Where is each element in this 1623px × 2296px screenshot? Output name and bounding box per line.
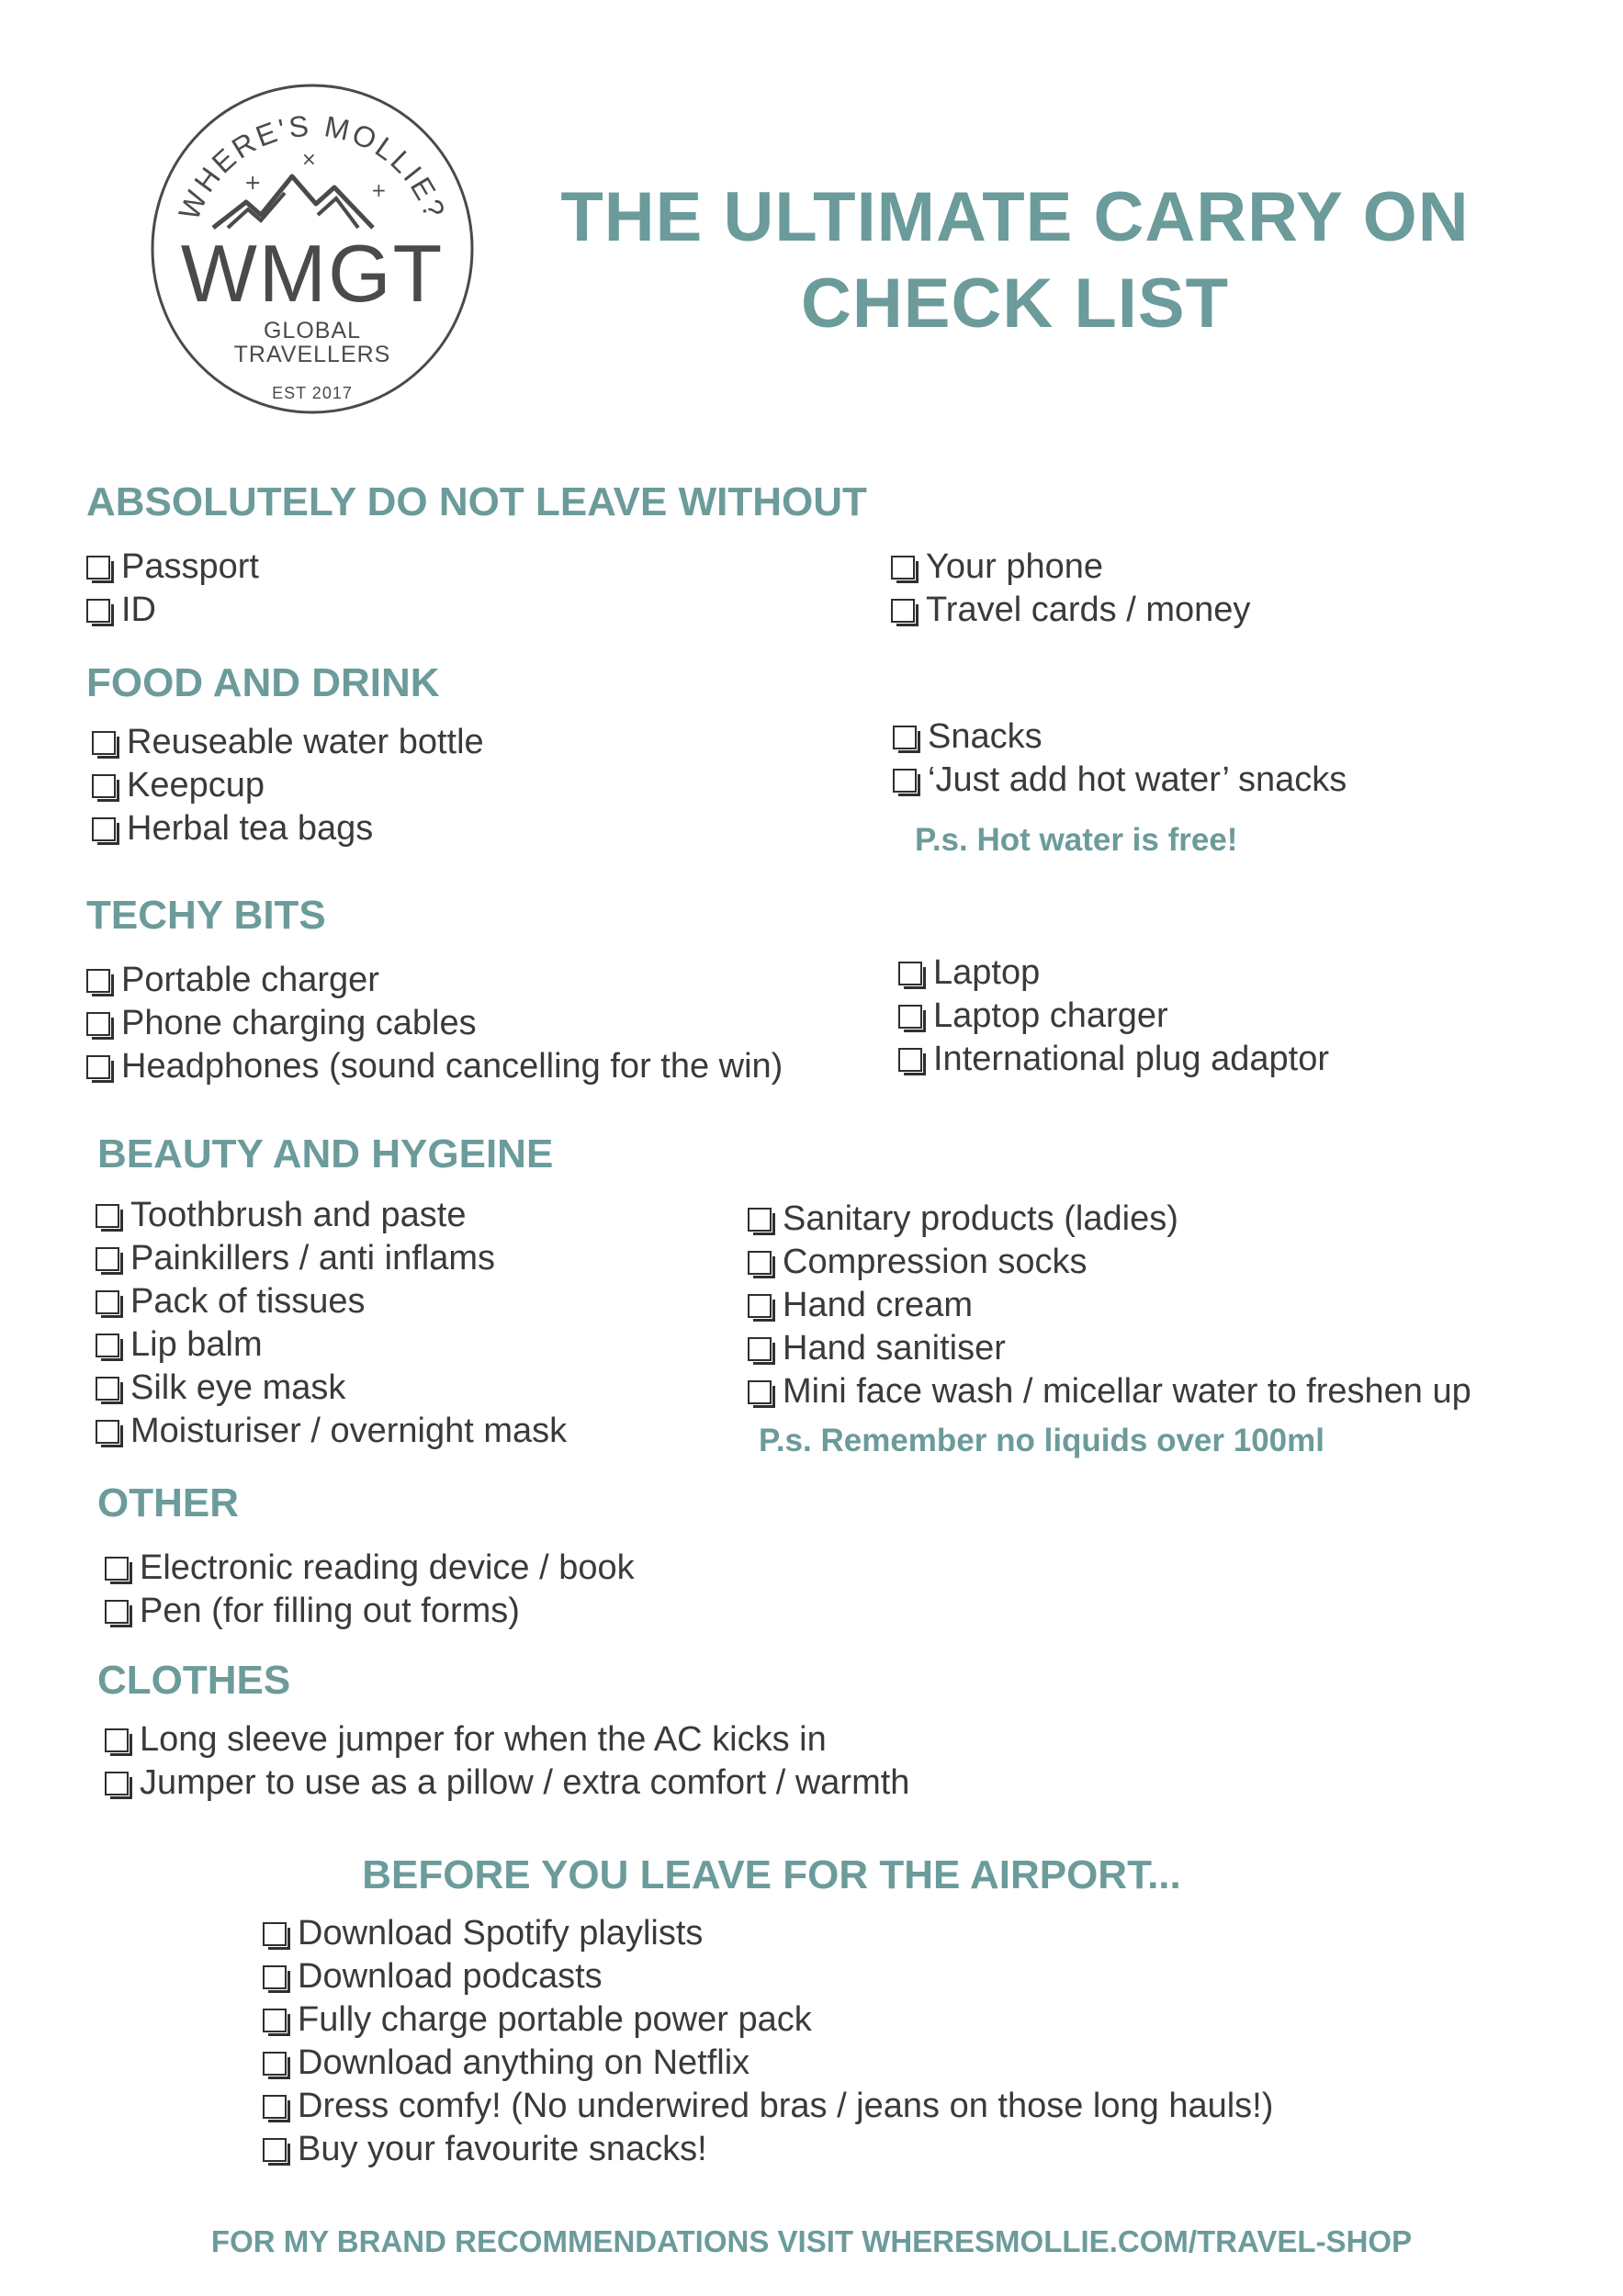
checkbox-icon[interactable]	[92, 774, 116, 798]
checklist-item[interactable]: Headphones (sound cancelling for the win)	[86, 1045, 783, 1088]
title-line-2: CHECK LIST	[801, 264, 1229, 343]
checklist-item[interactable]: Phone charging cables	[86, 1002, 783, 1045]
section-heading-beauty: BEAUTY AND HYGEINE	[97, 1131, 554, 1176]
checklist-techy-right	[898, 951, 1329, 1081]
checkbox-icon[interactable]	[96, 1420, 119, 1444]
note-liquids: P.s. Remember no liquids over 100ml	[759, 1423, 1324, 1458]
checkbox-icon[interactable]	[86, 1012, 110, 1036]
checklist-item[interactable]: Painkillers / anti inflams	[96, 1237, 567, 1280]
checkbox-icon[interactable]	[263, 2052, 287, 2076]
checklist-item[interactable]: Dress comfy! (No underwired bras / jeans on those long hauls!)	[263, 2085, 1273, 2128]
checklist-item[interactable]: Long sleeve jumper for when the AC kicks in	[105, 1718, 909, 1761]
logo-badge-icon	[147, 81, 478, 417]
checklist-item[interactable]: Snacks	[893, 715, 1347, 759]
checkbox-icon[interactable]	[748, 1380, 772, 1404]
checklist-item[interactable]: Laptop charger	[898, 995, 1329, 1038]
checklist-item[interactable]: Herbal tea bags	[92, 807, 484, 850]
checkbox-icon[interactable]	[96, 1204, 119, 1228]
section-heading-other: OTHER	[97, 1480, 239, 1525]
checklist-techy-left	[86, 959, 783, 1088]
footer-recommendations-link[interactable]: FOR MY BRAND RECOMMENDATIONS VISIT WHERESMOLLIE.COM/TRAVEL-SHOP	[210, 2224, 1413, 2258]
checkbox-icon[interactable]	[92, 731, 116, 755]
checkbox-icon[interactable]	[263, 1922, 287, 1946]
logo-arc-text: WHERE'S MOLLIE?	[172, 108, 453, 225]
checklist-item[interactable]: Jumper to use as a pillow / extra comfort / warmth	[105, 1761, 909, 1805]
star-icon: +	[244, 172, 262, 195]
checkbox-icon[interactable]	[96, 1377, 119, 1401]
checklist-item[interactable]: Pen (for filling out forms)	[105, 1590, 635, 1633]
checkbox-icon[interactable]	[92, 817, 116, 841]
title-line-1: THE ULTIMATE CARRY ON	[560, 178, 1470, 256]
checklist-item[interactable]: Moisturiser / overnight mask	[96, 1410, 567, 1453]
checklist-item[interactable]: Sanitary products (ladies)	[748, 1198, 1471, 1241]
section-heading-techy: TECHY BITS	[86, 893, 326, 938]
checklist-clothes	[105, 1718, 909, 1805]
checkbox-icon[interactable]	[96, 1290, 119, 1314]
section-heading-food: FOOD AND DRINK	[86, 660, 440, 705]
star-icon: ×	[301, 148, 317, 170]
page-title	[514, 174, 1516, 347]
logo-sub-line1: GLOBAL	[263, 318, 362, 343]
checklist-airport	[263, 1912, 1273, 2171]
checklist-beauty-left	[96, 1194, 567, 1453]
checkbox-icon[interactable]	[891, 599, 915, 623]
logo-main-text: WMGT	[180, 228, 445, 319]
checkbox-icon[interactable]	[898, 1048, 922, 1072]
checkbox-icon[interactable]	[105, 1728, 129, 1752]
checklist-food-right	[893, 715, 1347, 802]
logo-sub-line2: TRAVELLERS	[233, 342, 391, 367]
checkbox-icon[interactable]	[96, 1247, 119, 1271]
checklist-other	[105, 1547, 635, 1633]
checkbox-icon[interactable]	[86, 969, 110, 993]
checkbox-icon[interactable]	[898, 962, 922, 985]
checkbox-icon[interactable]	[893, 769, 917, 793]
checkbox-icon[interactable]	[96, 1334, 119, 1357]
checkbox-icon[interactable]	[263, 2095, 287, 2119]
checklist-item[interactable]: Compression socks	[748, 1241, 1471, 1284]
checklist-item[interactable]: Silk eye mask	[96, 1367, 567, 1410]
brand-logo	[147, 81, 478, 417]
checklist-item[interactable]: Toothbrush and paste	[96, 1194, 567, 1237]
checklist-item[interactable]: Your phone	[891, 546, 1250, 589]
section-heading-clothes: CLOTHES	[97, 1658, 291, 1703]
checklist-absolutely-left	[86, 546, 259, 632]
checkbox-icon[interactable]	[263, 1965, 287, 1989]
checklist-absolutely-right	[891, 546, 1250, 632]
checklist-item[interactable]: Reuseable water bottle	[92, 721, 484, 764]
checklist-item[interactable]: Keepcup	[92, 764, 484, 807]
checklist-item[interactable]: ‘Just add hot water’ snacks	[893, 759, 1347, 802]
section-heading-airport: BEFORE YOU LEAVE FOR THE AIRPORT...	[362, 1852, 1181, 1897]
checkbox-icon[interactable]	[748, 1337, 772, 1361]
checklist-item[interactable]: Laptop	[898, 951, 1329, 995]
checkbox-icon[interactable]	[748, 1251, 772, 1275]
checklist-item[interactable]: Download anything on Netflix	[263, 2042, 1273, 2085]
checklist-item[interactable]: Travel cards / money	[891, 589, 1250, 632]
checklist-item[interactable]: Pack of tissues	[96, 1280, 567, 1323]
checkbox-icon[interactable]	[86, 1055, 110, 1079]
checklist-item[interactable]: Lip balm	[96, 1323, 567, 1367]
checkbox-icon[interactable]	[748, 1208, 772, 1232]
checkbox-icon[interactable]	[748, 1294, 772, 1318]
checklist-item[interactable]: Buy your favourite snacks!	[263, 2128, 1273, 2171]
checkbox-icon[interactable]	[263, 2009, 287, 2032]
checkbox-icon[interactable]	[263, 2138, 287, 2162]
checklist-food-left	[92, 721, 484, 850]
checklist-item[interactable]: International plug adaptor	[898, 1038, 1329, 1081]
checkbox-icon[interactable]	[105, 1772, 129, 1795]
checkbox-icon[interactable]	[898, 1005, 922, 1029]
checkbox-icon[interactable]	[891, 556, 915, 580]
checklist-item[interactable]: ID	[86, 589, 259, 632]
checkbox-icon[interactable]	[105, 1557, 129, 1581]
checklist-item[interactable]: Hand sanitiser	[748, 1327, 1471, 1370]
section-heading-absolutely: ABSOLUTELY DO NOT LEAVE WITHOUT	[86, 479, 867, 524]
checklist-item[interactable]: Download Spotify playlists	[263, 1912, 1273, 1955]
checklist-item[interactable]: Download podcasts	[263, 1955, 1273, 1998]
checklist-beauty-right	[748, 1198, 1471, 1413]
checklist-item[interactable]: Mini face wash / micellar water to freshen up	[748, 1370, 1471, 1413]
checklist-item[interactable]: Hand cream	[748, 1284, 1471, 1327]
checklist-item[interactable]: Passport	[86, 546, 259, 589]
checkbox-icon[interactable]	[105, 1600, 129, 1624]
star-icon: +	[371, 179, 387, 201]
checklist-item[interactable]: Fully charge portable power pack	[263, 1998, 1273, 2042]
checkbox-icon[interactable]	[86, 556, 110, 580]
checkbox-icon[interactable]	[893, 726, 917, 749]
note-hot-water: P.s. Hot water is free!	[915, 822, 1238, 858]
checklist-item[interactable]: Portable charger	[86, 959, 783, 1002]
checklist-item[interactable]: Electronic reading device / book	[105, 1547, 635, 1590]
checkbox-icon[interactable]	[86, 599, 110, 623]
logo-est-text: EST 2017	[272, 384, 353, 402]
